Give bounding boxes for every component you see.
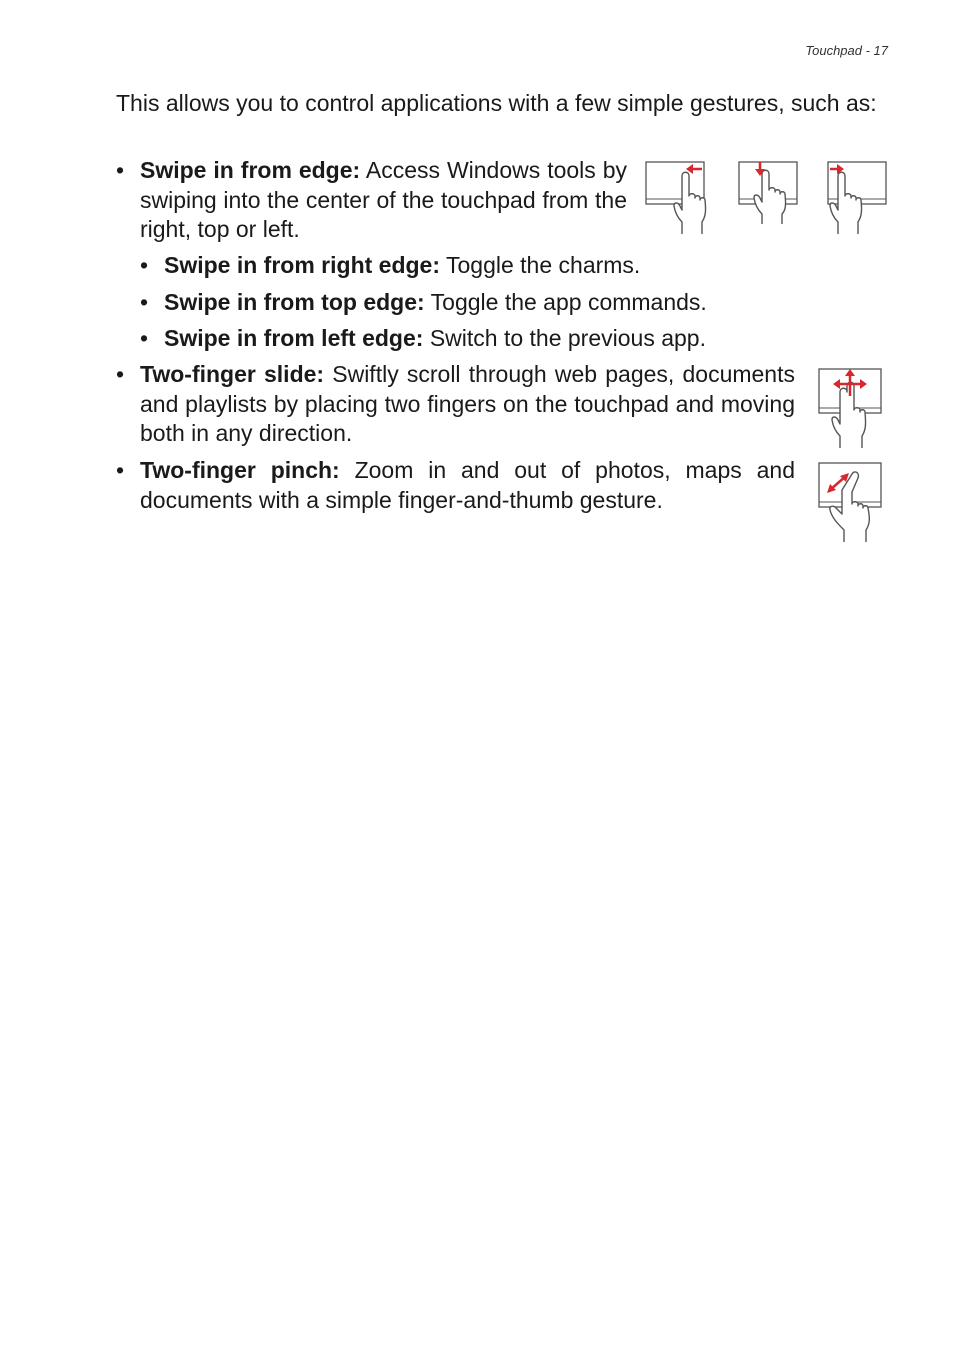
swipe-left-body: Switch to the previous app. xyxy=(429,325,706,351)
bullet: • xyxy=(116,457,125,483)
two-finger-slide-body: Swiftly scroll through web pages, documents and playlists by placing two fingers on the touchpad and moving both in any direction. xyxy=(140,361,795,446)
two-finger-slide-item xyxy=(140,360,795,449)
two-finger-pinch-title: Two-finger pinch: xyxy=(140,457,340,483)
swipe-left-edge-icon xyxy=(826,160,890,236)
two-finger-pinch-icon xyxy=(816,460,886,544)
swipe-right-edge-icon xyxy=(644,160,720,236)
bullet: • xyxy=(140,252,149,278)
swipe-edge-item xyxy=(140,156,627,245)
bullet: • xyxy=(116,361,125,387)
swipe-right-item xyxy=(164,251,864,281)
two-finger-pinch-body: Zoom in and out of photos, maps and documents with a simple finger-and-thumb gesture. xyxy=(140,457,795,513)
two-finger-slide-icon xyxy=(816,366,886,450)
swipe-edge-title: Swipe in from edge: xyxy=(140,157,361,183)
two-finger-pinch-item xyxy=(140,456,795,515)
bullet: • xyxy=(140,325,149,351)
swipe-right-body: Toggle the charms. xyxy=(446,252,641,278)
swipe-right-title: Swipe in from right edge: xyxy=(164,252,441,278)
running-head: Touchpad - 17 xyxy=(805,43,888,58)
swipe-left-item xyxy=(164,324,864,354)
bullet: • xyxy=(116,157,125,183)
swipe-top-edge-icon xyxy=(736,160,802,226)
intro-paragraph: This allows you to control applications with a few simple gestures, such as: xyxy=(116,90,877,116)
two-finger-slide-title: Two-finger slide: xyxy=(140,361,325,387)
swipe-top-body: Toggle the app commands. xyxy=(430,289,707,315)
swipe-edge-body: Access Windows tools by swiping into the center of the touchpad from the right, top or left. xyxy=(140,157,628,242)
swipe-top-item xyxy=(164,288,864,318)
swipe-top-title: Swipe in from top edge: xyxy=(164,289,425,315)
swipe-left-title: Swipe in from left edge: xyxy=(164,325,424,351)
bullet: • xyxy=(140,289,149,315)
